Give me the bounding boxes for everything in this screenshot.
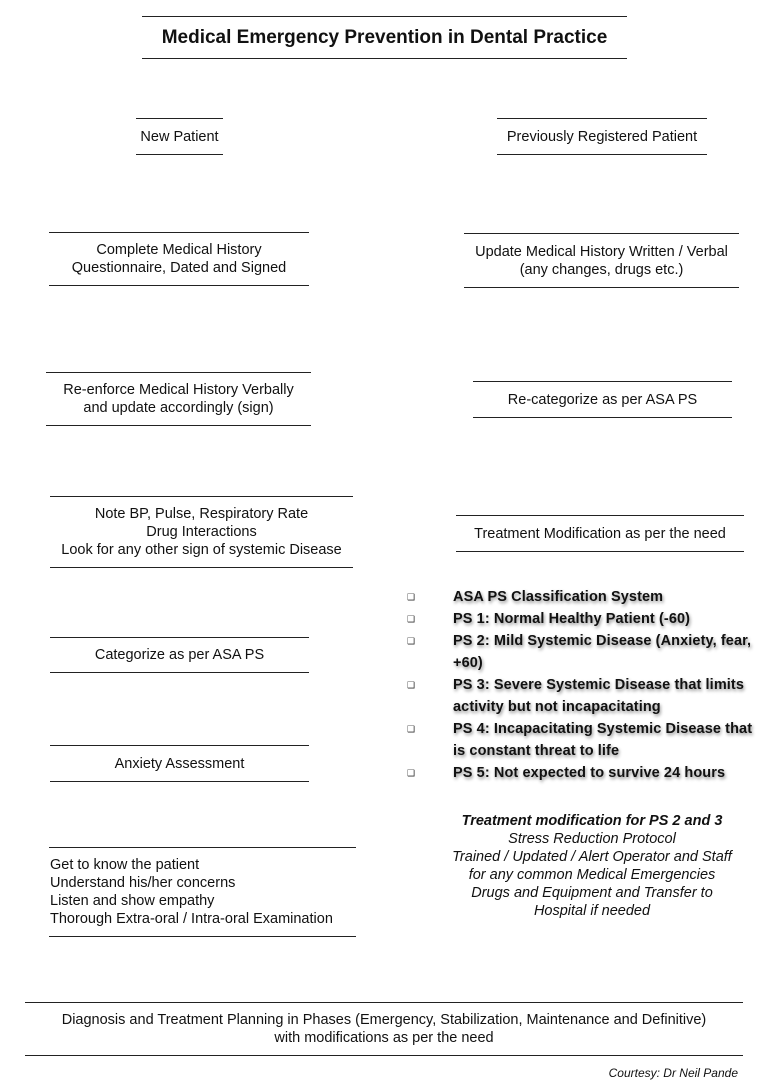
checkbox-bullet-icon: ❑ xyxy=(407,680,416,690)
asa-classification-list xyxy=(405,586,755,784)
update-history-line-1: Update Medical History Written / Verbal xyxy=(475,243,728,260)
courtesy-credit: Courtesy: Dr Neil Pande xyxy=(608,1066,738,1080)
vitals-line-2: Drug Interactions xyxy=(146,524,257,540)
page-title-text: Medical Emergency Prevention in Dental Practice xyxy=(161,26,608,48)
recategorize-label: Re-categorize as per ASA PS xyxy=(507,391,698,408)
asa-list-item xyxy=(405,674,755,718)
categorize-label: Categorize as per ASA PS xyxy=(94,647,265,663)
asa-item-text: ASA PS Classification System xyxy=(453,589,664,605)
vitals-line-1: Note BP, Pulse, Respiratory Rate xyxy=(94,506,309,522)
diagnosis-line-2: with modifications as per the need xyxy=(274,1030,494,1046)
asa-list-item xyxy=(405,608,755,630)
new-patient-box xyxy=(136,118,223,155)
page-title xyxy=(142,16,627,59)
rapport-line-1: Get to know the patient xyxy=(50,857,200,873)
vitals-line-3: Look for any other sign of systemic Disease xyxy=(61,542,342,558)
complete-history-line-2: Questionnaire, Dated and Signed xyxy=(71,260,287,276)
asa-list-item xyxy=(405,586,755,608)
asa-item-text: PS 2: Mild Systemic Disease (Anxiety, fear, +60) xyxy=(453,633,752,671)
treatment-ps23-line: Stress Reduction Protocol xyxy=(508,831,676,847)
previously-registered-box xyxy=(497,118,707,155)
reenforce-history-line-1: Re-enforce Medical History Verbally xyxy=(63,382,294,398)
asa-item-text: PS 4: Incapacitating Systemic Disease that is constant threat to life xyxy=(453,721,753,759)
update-history-box xyxy=(464,233,739,288)
treatment-ps23-line: Drugs and Equipment and Transfer to Hospital if needed xyxy=(471,885,713,919)
checkbox-bullet-icon: ❑ xyxy=(407,636,416,646)
treatment-ps23-block xyxy=(444,812,740,920)
new-patient-label: New Patient xyxy=(140,128,219,145)
vitals-box xyxy=(50,496,353,568)
reenforce-history-box xyxy=(46,372,311,426)
checkbox-bullet-icon: ❑ xyxy=(407,592,416,602)
anxiety-label: Anxiety Assessment xyxy=(114,755,245,772)
asa-item-text: PS 3: Severe Systemic Disease that limits activity but not incapacitating xyxy=(453,677,745,715)
checkbox-bullet-icon: ❑ xyxy=(407,768,416,778)
previously-registered-label: Previously Registered Patient xyxy=(506,128,698,145)
rapport-box xyxy=(49,847,356,937)
update-history-line-2: (any changes, drugs etc.) xyxy=(519,261,684,278)
rapport-line-2: Understand his/her concerns xyxy=(50,875,236,891)
asa-list-item xyxy=(405,762,755,784)
recategorize-box xyxy=(473,381,732,418)
diagnosis-line-1: Diagnosis and Treatment Planning in Phases (Emergency, Stabilization, Maintenance and Definitive) xyxy=(61,1012,707,1028)
asa-list-item xyxy=(405,718,755,762)
treatment-modification-label: Treatment Modification as per the need xyxy=(474,525,726,542)
complete-history-line-1: Complete Medical History xyxy=(96,242,262,258)
anxiety-box xyxy=(50,745,309,782)
asa-item-text: PS 1: Normal Healthy Patient (-60) xyxy=(453,611,691,627)
diagnosis-box xyxy=(25,1002,743,1056)
asa-item-text: PS 5: Not expected to survive 24 hours xyxy=(453,765,726,781)
complete-history-box xyxy=(49,232,309,286)
categorize-box xyxy=(50,637,309,673)
treatment-ps23-heading: Treatment modification for PS 2 and 3 xyxy=(461,813,723,829)
treatment-ps23-line: Trained / Updated / Alert Operator and Staff for any common Medical Emergencies xyxy=(452,849,732,883)
rapport-line-4: Thorough Extra-oral / Intra-oral Examination xyxy=(50,911,333,927)
treatment-modification-box xyxy=(456,515,744,552)
asa-list-item xyxy=(405,630,755,674)
checkbox-bullet-icon: ❑ xyxy=(407,614,416,624)
checkbox-bullet-icon: ❑ xyxy=(407,724,416,734)
rapport-line-3: Listen and show empathy xyxy=(50,893,215,909)
reenforce-history-line-2: and update accordingly (sign) xyxy=(83,400,274,416)
